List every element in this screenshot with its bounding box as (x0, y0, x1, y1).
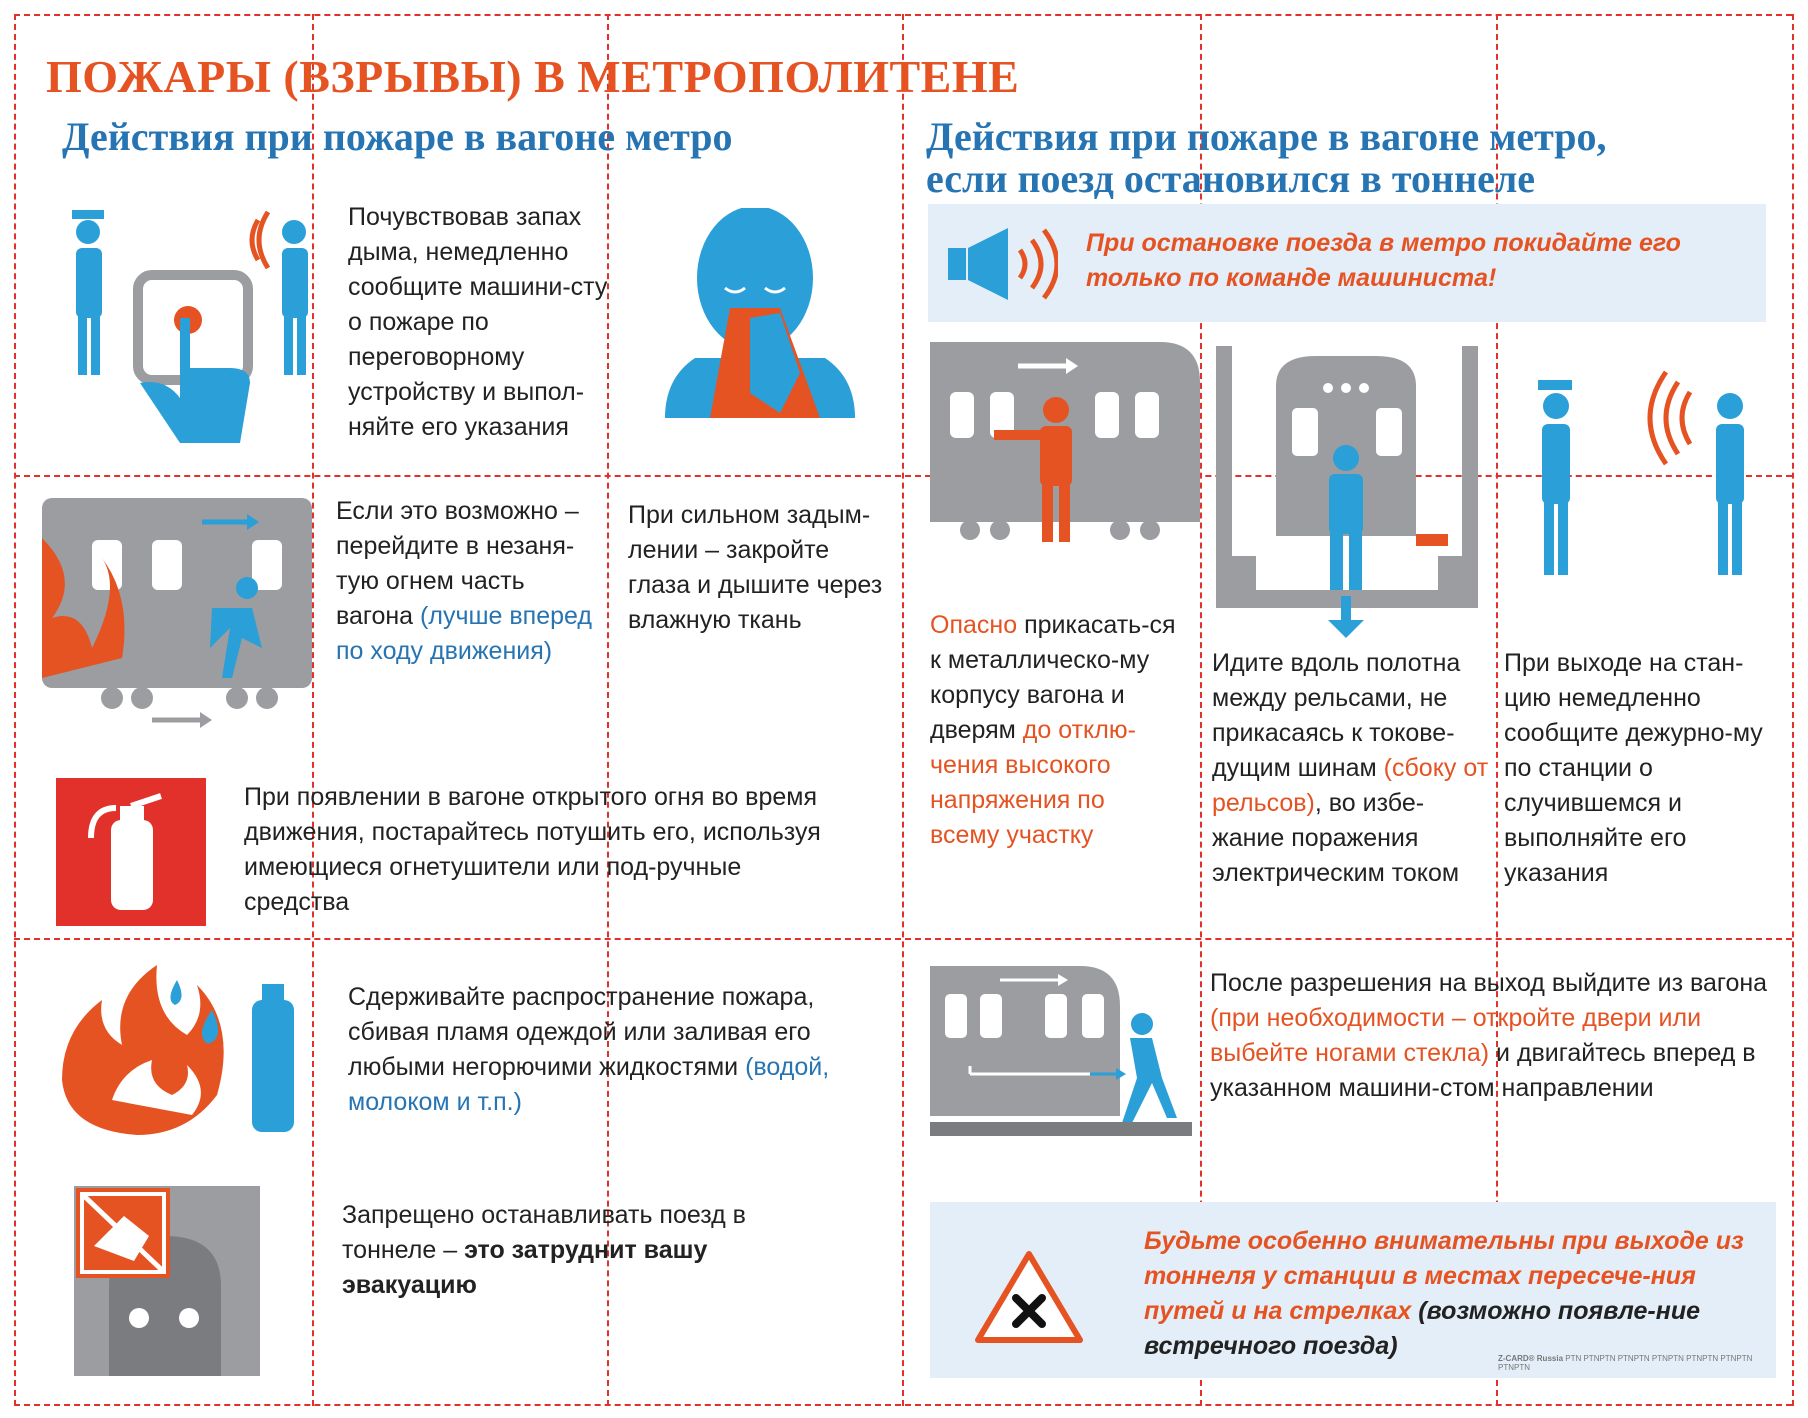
left-item6-bold: это затруднит вашу эвакуацию (342, 1236, 708, 1299)
warning-bottom-text (1144, 1224, 1754, 1364)
loudspeaker-icon (948, 224, 1058, 304)
fire-water-icon (52, 950, 302, 1140)
warning-top-text: При остановке поезда в метро покидайте его только по команде машиниста! (1086, 229, 1681, 292)
left-item5-hint: (водой, молоком и т.п.) (348, 1053, 830, 1116)
left-item2 (336, 494, 601, 669)
touch-car-icon (930, 342, 1200, 582)
right-col2-main2: , во избе-жание поражения электрическим током (1212, 789, 1460, 887)
footer-brand: Z-CARD® Russia (1498, 1354, 1564, 1363)
right-col1-orange2: до отклю-чения высокого напряжения по всему участку (930, 716, 1136, 849)
left-item6 (342, 1198, 772, 1303)
right-col2 (1212, 646, 1492, 891)
left-item5-main: Сдерживайте распространение пожара, сбивая пламя одеждой или заливая его любыми негорючими жидкостями (348, 983, 815, 1081)
right-col3-text: При выходе на стан-цию немедленно сообщите дежурно-му по станции о случившемся и выполняйте его указания (1504, 649, 1763, 887)
exit-text-main2: и двигайтесь вперед в указанном машини-стом направлении (1210, 1039, 1756, 1102)
footer-code (1498, 1354, 1776, 1372)
right-col2-main1: Идите вдоль полотна между рельсами, не прикасаясь к токове-дущим шинам (1212, 649, 1461, 782)
report-station-icon (1528, 370, 1778, 610)
footer-code-text: PTN PTNPTN PTNPTN PTNPTN PTNPTN PTNPTN PTNPTN (1498, 1354, 1753, 1372)
right-col1 (930, 608, 1180, 853)
right-heading-line2: если поезд остановился в тоннеле (926, 156, 1536, 201)
walk-rails-icon (1216, 346, 1478, 646)
right-heading (926, 116, 1606, 200)
exit-text-orange: (при необходимости – откройте двери или выбейте ногами стекла) (1210, 1004, 1702, 1067)
no-stop-tunnel-icon (74, 1186, 260, 1376)
right-col1-main: прикасать-ся к металлическо-му корпусу вагона и дверям (930, 611, 1176, 744)
left-item2-hint: (лучше вперед по ходу движения) (336, 602, 592, 665)
exit-text-main1: После разрешения на выход выйдите из вагона (1210, 969, 1768, 997)
left-item4-text: При появлении в вагоне открытого огня во время движения, постарайтесь потушить его, используя имеющиеся огнетушители или под-ручные средства (244, 783, 821, 916)
fire-train-icon (42, 498, 312, 738)
right-col1-orange1: Опасно (930, 611, 1018, 639)
left-heading: Действия при пожаре в вагоне метро (62, 114, 733, 159)
left-item3-text: При сильном задым-лении – закройте глаза и дышите через влажную ткань (628, 501, 883, 634)
intercom-icon (58, 200, 318, 480)
right-heading-line1: Действия при пожаре в вагоне метро, (926, 114, 1607, 159)
warning-box-top (928, 204, 1766, 322)
extinguisher-icon (56, 778, 206, 926)
left-item6-main: Запрещено останавливать поезд в тоннеле – (342, 1201, 746, 1264)
left-item2-main: Если это возможно – перейдите в незаня-тую огнем часть вагона (336, 497, 579, 630)
right-col2-orange: (сбоку от рельсов) (1212, 754, 1489, 817)
exit-car-icon (930, 966, 1192, 1138)
page-title: ПОЖАРЫ (ВЗРЫВЫ) В МЕТРОПОЛИТЕНЕ (46, 51, 1020, 102)
left-item1-text: Почувствовав запах дыма, немедленно сообщите машини-сту о пожаре по переговорному устройству и выпол-няйте его указания (348, 203, 608, 441)
crossing-warning-icon (974, 1250, 1084, 1344)
exit-text (1210, 966, 1770, 1106)
left-item5 (348, 980, 888, 1120)
face-cover-icon (655, 208, 855, 428)
warning-bottom-orange: Будьте особенно внимательны при выходе из тоннеля у станции в местах пересече-ния путей и на стрелках (1144, 1227, 1744, 1325)
warning-bottom-dark: (возможно появле-ние встречного поезда) (1144, 1297, 1701, 1360)
warning-box-bottom (930, 1202, 1776, 1378)
